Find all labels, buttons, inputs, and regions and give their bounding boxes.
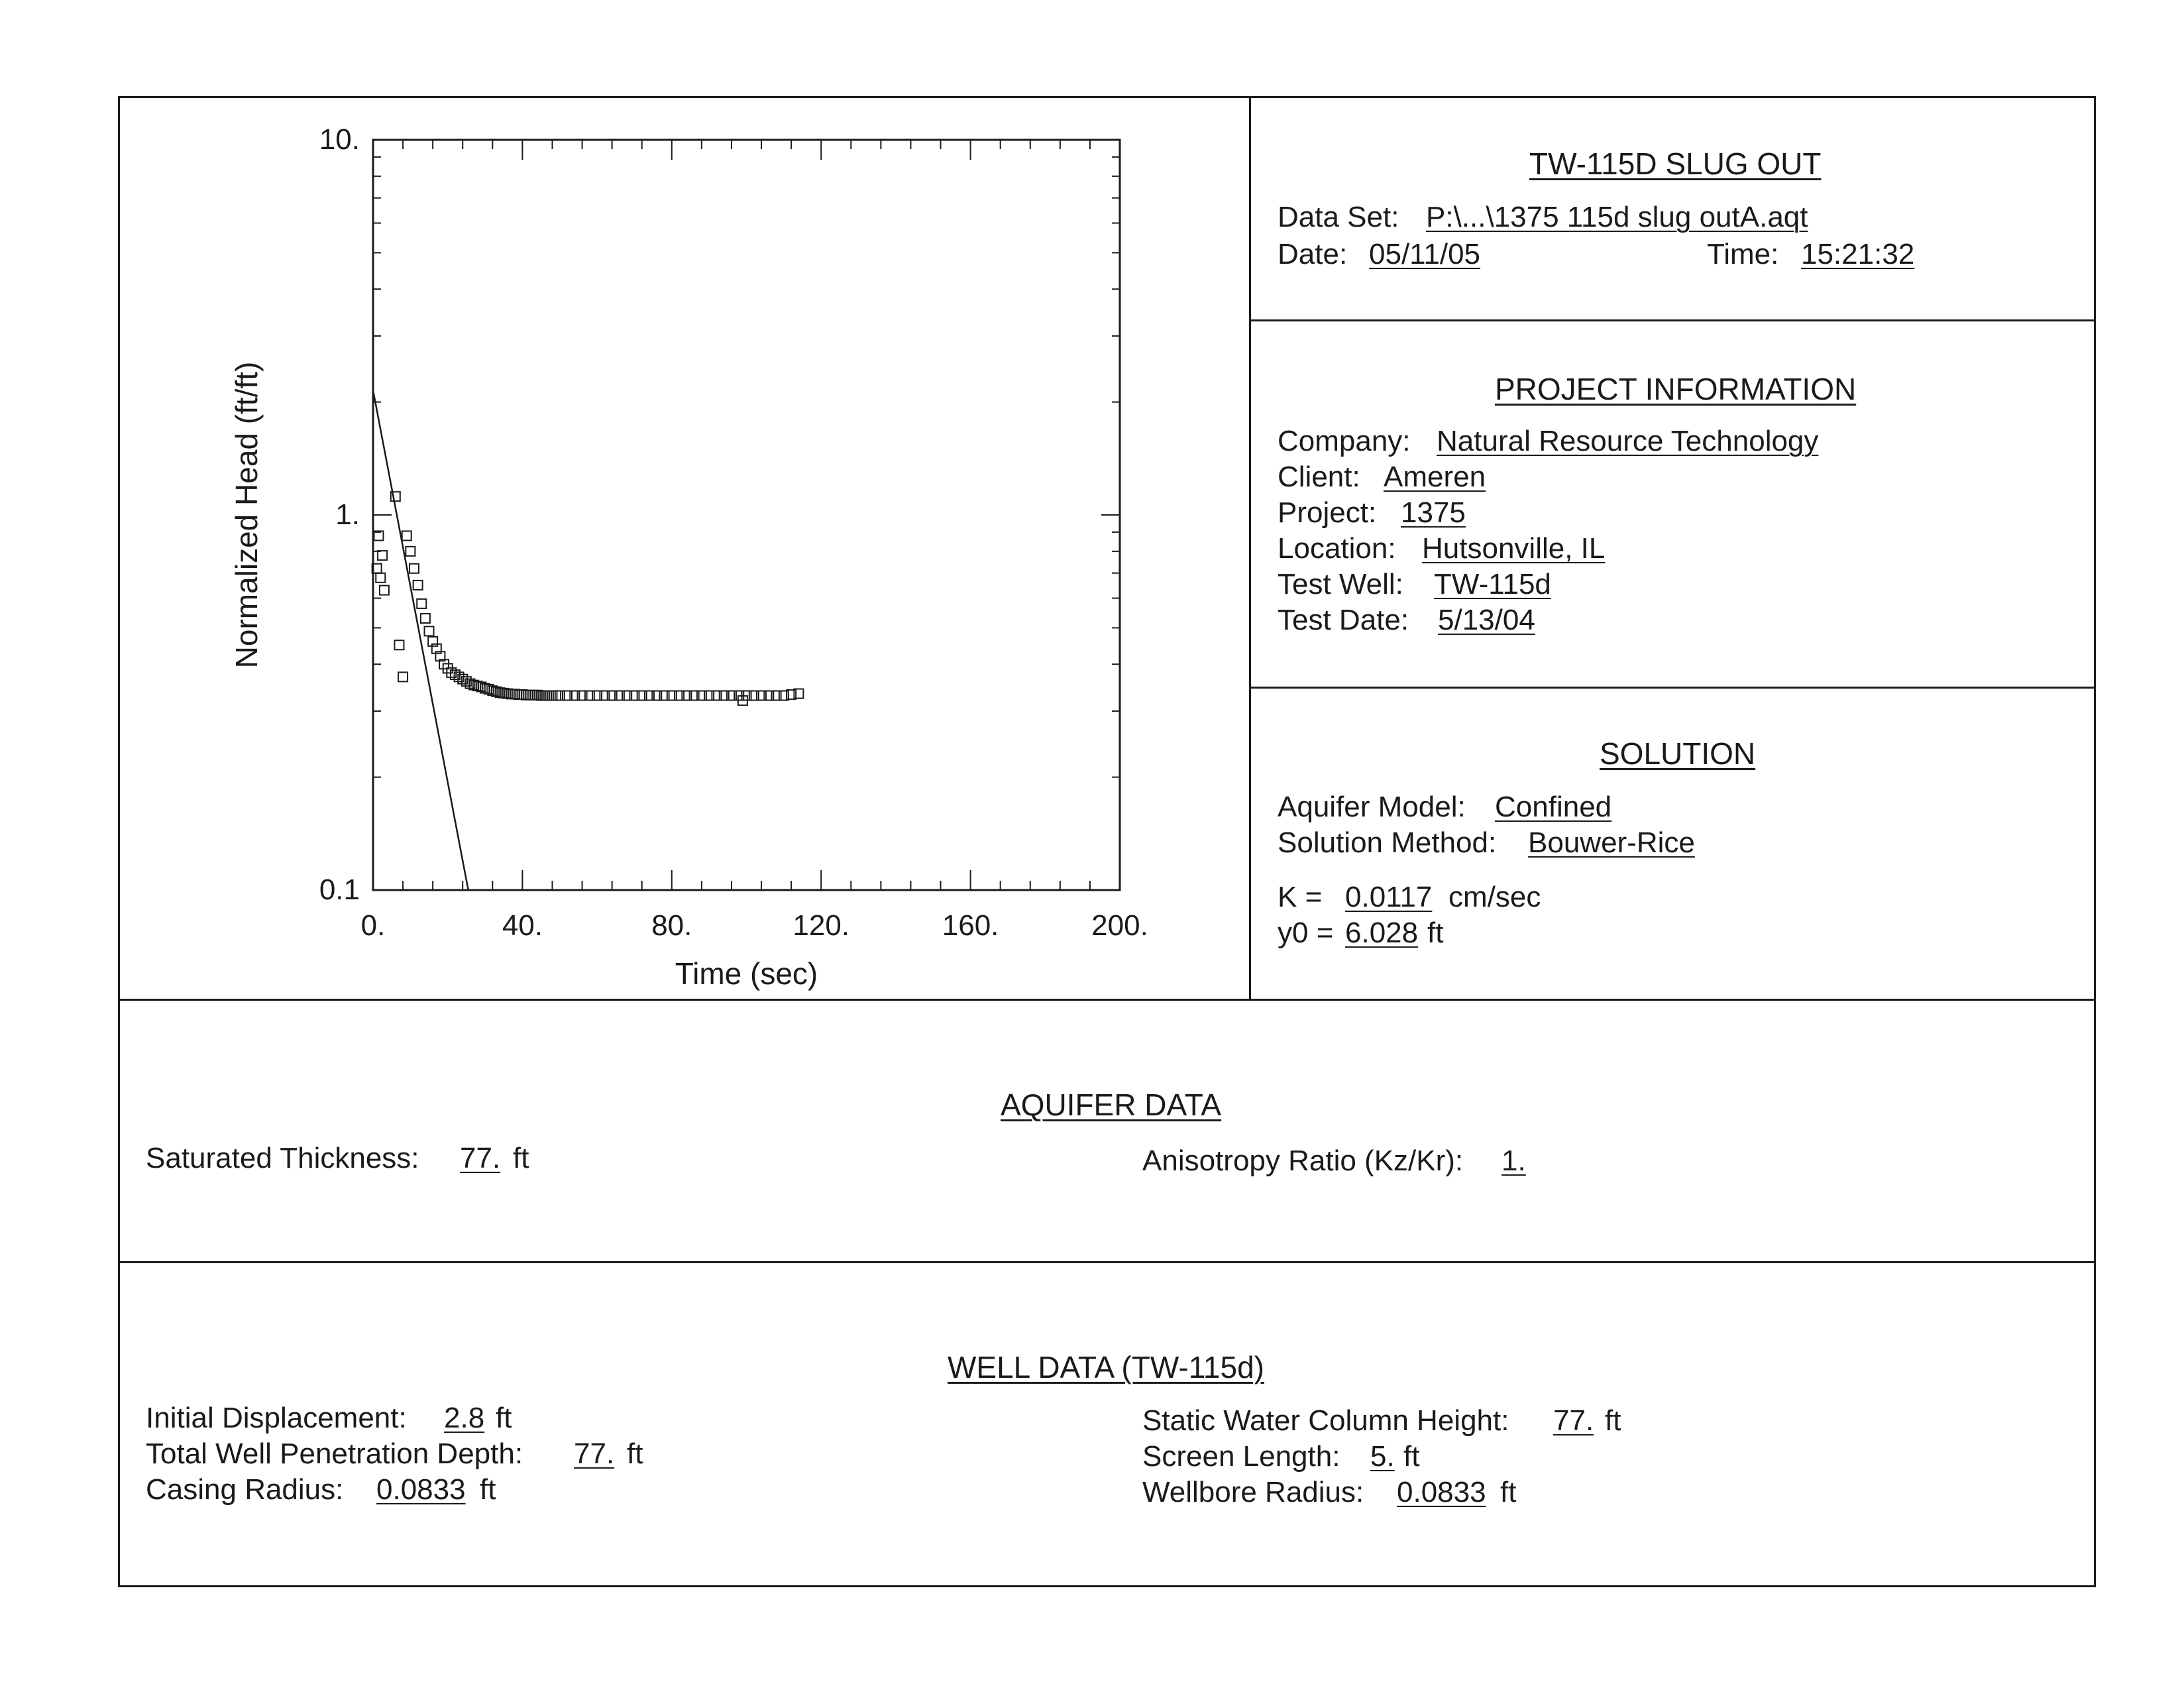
aquifer-data-heading: AQUIFER DATA (1001, 1088, 1222, 1122)
chart-panel-divider (1249, 96, 1251, 1000)
data-point (425, 626, 434, 636)
aquifer-model-value: Confined (1495, 791, 1612, 823)
y0-label: y0 = (1278, 917, 1334, 949)
x-tick-label: 0. (360, 909, 386, 942)
k-value: 0.0117 (1345, 881, 1433, 913)
x-tick-label: 160. (942, 909, 999, 942)
static-water-column-unit: ft (1605, 1404, 1621, 1437)
fit-line (373, 390, 468, 890)
data-point (406, 547, 415, 556)
aquifer-divider (118, 1261, 2096, 1263)
data-point (421, 614, 430, 623)
y0-unit: ft (1427, 917, 1444, 949)
project-value: 1375 (1401, 496, 1466, 529)
initial-displacement-value: 2.8 (444, 1402, 485, 1434)
data-point (376, 573, 385, 583)
x-axis-title: Time (sec) (675, 956, 818, 991)
well-data-heading: WELL DATA (TW-115d) (948, 1350, 1264, 1384)
screen-length-unit: ft (1403, 1440, 1420, 1473)
client-label: Client: (1278, 461, 1360, 493)
x-tick-label: 120. (792, 909, 850, 942)
aquifer-model-label: Aquifer Model: (1278, 791, 1466, 823)
client-value: Ameren (1384, 461, 1486, 493)
initial-displacement-unit: ft (496, 1402, 512, 1434)
plot-area-frame (373, 140, 1120, 890)
x-tick-label: 200. (1091, 909, 1148, 942)
saturated-thickness-unit: ft (513, 1142, 529, 1174)
project-label: Project: (1278, 496, 1377, 529)
data-point (402, 531, 411, 540)
saturated-thickness-label: Saturated Thickness: (146, 1142, 419, 1174)
company-label: Company: (1278, 425, 1411, 457)
data-set-value: P:\...\1375 115d slug outA.aqt (1426, 201, 1808, 233)
location-value: Hutsonville, IL (1422, 532, 1606, 565)
k-unit: cm/sec (1448, 881, 1541, 913)
date-value: 05/11/05 (1369, 238, 1481, 270)
casing-radius-value: 0.0833 (376, 1473, 466, 1506)
initial-displacement-label: Initial Displacement: (146, 1402, 407, 1434)
chart-bottom-divider (118, 999, 2096, 1001)
data-point (410, 564, 419, 573)
static-water-column-value: 77. (1553, 1404, 1594, 1437)
k-label: K = (1278, 881, 1323, 913)
casing-radius-unit: ft (480, 1473, 496, 1506)
wellbore-radius-value: 0.0833 (1397, 1476, 1486, 1508)
location-label: Location: (1278, 532, 1396, 565)
data-point (394, 640, 404, 649)
screen-length-value: 5. (1370, 1440, 1395, 1473)
header-divider (1249, 319, 2096, 321)
data-point (378, 551, 387, 560)
y-tick-label: 10. (319, 123, 360, 156)
data-point (380, 586, 389, 595)
casing-radius-label: Casing Radius: (146, 1473, 344, 1506)
wellbore-radius-label: Wellbore Radius: (1142, 1476, 1364, 1508)
test-date-value: 5/13/04 (1438, 604, 1535, 636)
penetration-depth-unit: ft (627, 1437, 643, 1470)
time-value: 15:21:32 (1801, 238, 1915, 270)
solution-method-value: Bouwer-Rice (1528, 826, 1695, 859)
data-point (417, 599, 426, 608)
screen-length-label: Screen Length: (1142, 1440, 1340, 1473)
time-label: Time: (1707, 238, 1779, 270)
data-point (413, 581, 423, 590)
wellbore-radius-unit: ft (1500, 1476, 1517, 1508)
data-point (398, 672, 408, 681)
solution-method-label: Solution Method: (1278, 826, 1497, 859)
y-tick-label: 0.1 (319, 873, 360, 906)
x-tick-label: 40. (502, 909, 543, 942)
company-value: Natural Resource Technology (1437, 425, 1819, 457)
test-title: TW-115D SLUG OUT (1529, 146, 1822, 181)
static-water-column-label: Static Water Column Height: (1142, 1404, 1509, 1437)
normalized-head-chart (0, 0, 1249, 999)
y0-value: 6.028 (1345, 917, 1419, 949)
penetration-depth-value: 77. (574, 1437, 615, 1470)
x-tick-label: 80. (651, 909, 692, 942)
saturated-thickness-value: 77. (460, 1142, 501, 1174)
y-axis-title: Normalized Head (ft/ft) (229, 361, 264, 669)
solution-heading: SOLUTION (1600, 736, 1756, 771)
test-well-label: Test Well: (1278, 568, 1403, 600)
project-info-heading: PROJECT INFORMATION (1495, 372, 1857, 406)
penetration-depth-label: Total Well Penetration Depth: (146, 1437, 523, 1470)
test-date-label: Test Date: (1278, 604, 1409, 636)
anisotropy-ratio-value: 1. (1502, 1145, 1526, 1177)
data-set-label: Data Set: (1278, 201, 1399, 233)
project-divider (1249, 687, 2096, 689)
y-tick-label: 1. (335, 498, 360, 531)
date-label: Date: (1278, 238, 1348, 270)
anisotropy-ratio-label: Anisotropy Ratio (Kz/Kr): (1142, 1145, 1464, 1177)
test-well-value: TW-115d (1434, 568, 1551, 600)
